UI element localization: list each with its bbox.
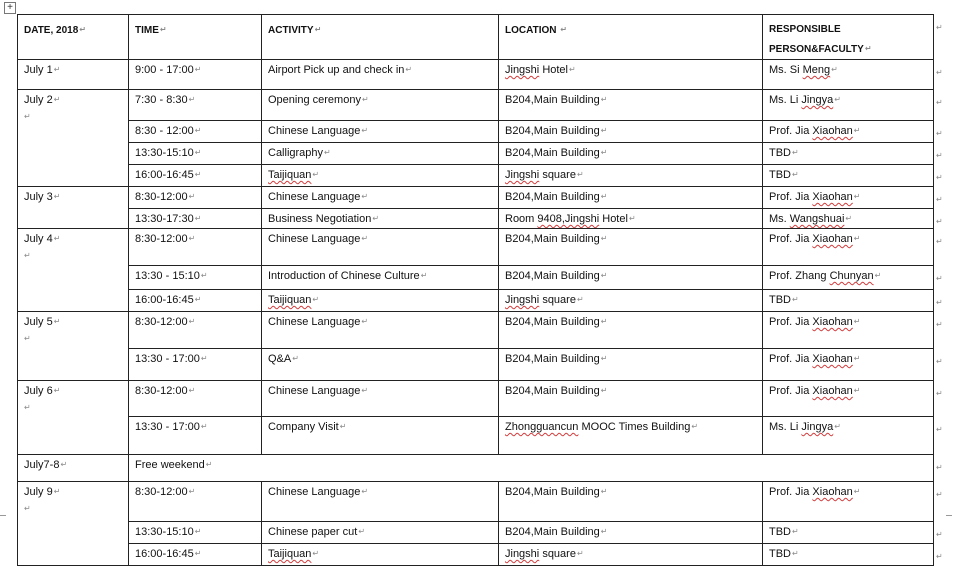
location-cell-text: Jingshi square (505, 548, 576, 560)
table-row (18, 209, 934, 229)
row-end-mark: ↵ (936, 128, 943, 138)
row-end-mark: ↵ (936, 462, 943, 472)
person-cell: Prof. Jia Xiaohan↵ (763, 229, 934, 266)
location-cell: B204,Main Building↵ (499, 381, 763, 417)
activity-cell-text: Chinese paper cut (268, 526, 358, 538)
table-row (18, 482, 934, 522)
time-cell: 8:30-12:00↵ (129, 381, 262, 417)
activity-cell-text: Airport Pick up and check in (268, 64, 405, 76)
time-cell: 16:00-16:45↵ (129, 290, 262, 312)
date-cell: July 1↵ (18, 60, 129, 90)
location-cell-text: Zhongguancun MOOC Times Building (505, 421, 691, 433)
person-cell-text: Ms. Li Jingya (769, 94, 834, 106)
date-cell-text: July 6 (24, 385, 53, 397)
activity-cell: Company Visit↵ (262, 417, 499, 455)
activity-cell-text: Taijiquan (268, 169, 312, 181)
time-cell-text: 8:30-12:00 (135, 385, 188, 397)
location-cell-text: B204,Main Building (505, 125, 600, 137)
person-cell-text: Prof. Zhang Chunyan (769, 270, 874, 282)
person-cell: Ms. Si Meng↵ (763, 60, 934, 90)
time-cell-text: 8:30-12:00 (135, 191, 188, 203)
date-cell-text: July7-8 (24, 459, 60, 471)
person-cell-text: TBD (769, 169, 791, 181)
table-row (18, 90, 934, 121)
location-cell: B204,Main Building↵ (499, 482, 763, 522)
table-row (18, 455, 934, 482)
activity-cell: Airport Pick up and check in↵ (262, 60, 499, 90)
activity-cell-text: Introduction of Chinese Culture (268, 270, 420, 282)
person-cell: TBD↵ (763, 165, 934, 187)
person-cell: Ms. Wangshuai↵ (763, 209, 934, 229)
table-row (18, 121, 934, 143)
activity-cell-text: Taijiquan (268, 548, 312, 560)
date-cell: July 3↵ (18, 187, 129, 229)
activity-cell: Taijiquan↵ (262, 290, 499, 312)
date-cell: July 5↵ ↵ (18, 312, 129, 381)
location-cell-text: Jingshi Hotel (505, 64, 568, 76)
date-cell-text: July 5 (24, 316, 53, 328)
table-row (18, 165, 934, 187)
activity-cell: Chinese Language↵ (262, 187, 499, 209)
header-responsible: RESPONSIBLE PERSON&FACULTY↵ (763, 15, 934, 60)
person-cell-text: Prof. Jia Xiaohan (769, 191, 853, 203)
row-end-mark: ↵ (936, 297, 943, 307)
person-cell: Prof. Jia Xiaohan↵ (763, 482, 934, 522)
location-cell: B204,Main Building↵ (499, 266, 763, 290)
time-cell-text: 13:30 - 17:00 (135, 421, 200, 433)
row-end-mark: ↵ (936, 216, 943, 226)
activity-cell-text: Company Visit (268, 421, 339, 433)
row-end-mark: ↵ (936, 236, 943, 246)
activity-cell: Q&A↵ (262, 349, 499, 381)
location-cell-text: B204,Main Building (505, 147, 600, 159)
activity-cell-text: Business Negotiation (268, 213, 372, 225)
time-cell-text: 9:00 - 17:00 (135, 64, 194, 76)
location-cell-text: Room 9408,Jingshi Hotel (505, 213, 628, 225)
activity-cell: Taijiquan↵ (262, 544, 499, 566)
date-cell: July 2↵ ↵ (18, 90, 129, 187)
row-end-mark: ↵ (936, 489, 943, 499)
time-cell-text: 16:00-16:45 (135, 294, 194, 306)
time-cell-text: 16:00-16:45 (135, 548, 194, 560)
location-cell: Jingshi square↵ (499, 544, 763, 566)
time-cell: 9:00 - 17:00↵ (129, 60, 262, 90)
activity-cell: Opening ceremony↵ (262, 90, 499, 121)
activity-cell: Chinese Language↵ (262, 482, 499, 522)
time-cell: 8:30 - 12:00↵ (129, 121, 262, 143)
table-row (18, 60, 934, 90)
time-cell-text: 8:30-12:00 (135, 486, 188, 498)
date-cell: July 9↵ ↵ (18, 482, 129, 566)
time-cell-text: 8:30 - 12:00 (135, 125, 194, 137)
person-cell: Prof. Jia Xiaohan↵ (763, 187, 934, 209)
person-cell-text: Prof. Jia Xiaohan (769, 486, 853, 498)
schedule-table (17, 14, 934, 566)
person-cell-text: TBD (769, 548, 791, 560)
table-row (18, 290, 934, 312)
activity-cell-text: Chinese Language (268, 385, 361, 397)
activity-cell: Chinese Language↵ (262, 229, 499, 266)
person-cell-text: Prof. Jia Xiaohan (769, 125, 853, 137)
table-move-handle-icon[interactable]: + (4, 2, 16, 14)
location-cell: B204,Main Building↵ (499, 349, 763, 381)
date-cell-text: July 3 (24, 191, 53, 203)
time-cell: 16:00-16:45↵ (129, 165, 262, 187)
person-cell: Ms. Li Jingya↵ (763, 90, 934, 121)
location-cell-text: B204,Main Building (505, 233, 600, 245)
activity-cell-text: Chinese Language (268, 486, 361, 498)
time-cell-text: 13:30 - 15:10 (135, 270, 200, 282)
row-end-mark: ↵ (936, 529, 943, 539)
margin-tick-right (946, 515, 952, 516)
location-cell-text: B204,Main Building (505, 191, 600, 203)
activity-cell: Chinese Language↵ (262, 381, 499, 417)
location-cell: Jingshi square↵ (499, 290, 763, 312)
activity-cell: Calligraphy↵ (262, 143, 499, 165)
row-end-mark: ↵ (936, 424, 943, 434)
activity-cell: Introduction of Chinese Culture↵ (262, 266, 499, 290)
location-cell: Room 9408,Jingshi Hotel↵ (499, 209, 763, 229)
date-cell-text: July 9 (24, 486, 53, 498)
location-cell-text: B204,Main Building (505, 94, 600, 106)
person-cell: Prof. Jia Xiaohan↵ (763, 349, 934, 381)
person-cell: Prof. Zhang Chunyan↵ (763, 266, 934, 290)
header-time: TIME↵ (129, 15, 262, 60)
location-cell: Jingshi Hotel↵ (499, 60, 763, 90)
activity-cell: Business Negotiation↵ (262, 209, 499, 229)
time-cell: 8:30-12:00↵ (129, 312, 262, 349)
person-cell-text: Ms. Wangshuai (769, 213, 845, 225)
activity-cell: Chinese Language↵ (262, 121, 499, 143)
table-row (18, 229, 934, 266)
table-row (18, 381, 934, 417)
date-cell-text: July 1 (24, 64, 53, 76)
person-cell-text: Ms. Li Jingya (769, 421, 834, 433)
activity-cell-text: Chinese Language (268, 233, 361, 245)
row-end-mark: ↵ (936, 319, 943, 329)
time-cell: 8:30-12:00↵ (129, 482, 262, 522)
row-end-mark: ↵ (936, 97, 943, 107)
time-cell: 8:30-12:00↵ (129, 187, 262, 209)
table-row (18, 349, 934, 381)
location-cell: B204,Main Building↵ (499, 121, 763, 143)
person-cell: TBD↵ (763, 290, 934, 312)
person-cell: Prof. Jia Xiaohan↵ (763, 121, 934, 143)
row-end-mark: ↵ (936, 194, 943, 204)
time-cell: 8:30-12:00↵ (129, 229, 262, 266)
table-row (18, 417, 934, 455)
time-cell-text: 16:00-16:45 (135, 169, 194, 181)
person-cell: Prof. Jia Xiaohan↵ (763, 381, 934, 417)
location-cell-text: B204,Main Building (505, 270, 600, 282)
row-end-mark: ↵ (936, 551, 943, 561)
person-cell: TBD↵ (763, 544, 934, 566)
table-row (18, 187, 934, 209)
activity-cell: Chinese Language↵ (262, 312, 499, 349)
location-cell: B204,Main Building↵ (499, 229, 763, 266)
time-cell-text: 13:30-17:30 (135, 213, 194, 225)
free-day-cell: Free weekend↵ (129, 455, 934, 482)
location-cell: Jingshi square↵ (499, 165, 763, 187)
time-cell: 13:30 - 15:10↵ (129, 266, 262, 290)
activity-cell-text: Q&A (268, 353, 292, 365)
location-cell-text: Jingshi square (505, 169, 576, 181)
location-cell-text: Jingshi square (505, 294, 576, 306)
activity-cell-text: Chinese Language (268, 316, 361, 328)
location-cell: B204,Main Building↵ (499, 312, 763, 349)
time-cell-text: 7:30 - 8:30 (135, 94, 188, 106)
table-row (18, 544, 934, 566)
header-location: LOCATION ↵ (499, 15, 763, 60)
table-row (18, 143, 934, 165)
person-cell-text: TBD (769, 147, 791, 159)
activity-cell: Taijiquan↵ (262, 165, 499, 187)
time-cell-text: 8:30-12:00 (135, 316, 188, 328)
time-cell-text: 13:30 - 17:00 (135, 353, 200, 365)
date-cell: July 6↵ ↵ (18, 381, 129, 455)
person-cell-text: TBD (769, 526, 791, 538)
person-cell-text: Prof. Jia Xiaohan (769, 353, 853, 365)
person-cell-text: Ms. Si Meng (769, 64, 831, 76)
time-cell: 13:30-15:10↵ (129, 522, 262, 544)
location-cell-text: B204,Main Building (505, 526, 600, 538)
row-end-mark: ↵ (936, 172, 943, 182)
date-cell-text: July 4 (24, 233, 53, 245)
time-cell: 7:30 - 8:30↵ (129, 90, 262, 121)
date-cell-text: July 2 (24, 94, 53, 106)
header-date: DATE, 2018↵ (18, 15, 129, 60)
person-cell: TBD↵ (763, 522, 934, 544)
time-cell: 13:30-17:30↵ (129, 209, 262, 229)
person-cell-text: Prof. Jia Xiaohan (769, 316, 853, 328)
time-cell-text: 8:30-12:00 (135, 233, 188, 245)
location-cell: B204,Main Building↵ (499, 90, 763, 121)
date-cell: July7-8↵ (18, 455, 129, 482)
location-cell-text: B204,Main Building (505, 385, 600, 397)
table-row (18, 312, 934, 349)
time-cell-text: 13:30-15:10 (135, 147, 194, 159)
location-cell-text: B204,Main Building (505, 316, 600, 328)
person-cell-text: Prof. Jia Xiaohan (769, 233, 853, 245)
activity-cell-text: Calligraphy (268, 147, 324, 159)
free-day-cell-text: Free weekend (135, 459, 205, 471)
activity-cell-text: Chinese Language (268, 125, 361, 137)
table-row (18, 266, 934, 290)
row-end-mark: ↵ (936, 22, 943, 32)
time-cell: 13:30 - 17:00↵ (129, 349, 262, 381)
activity-cell-text: Opening ceremony (268, 94, 361, 106)
time-cell: 13:30 - 17:00↵ (129, 417, 262, 455)
location-cell: B204,Main Building↵ (499, 143, 763, 165)
location-cell-text: B204,Main Building (505, 353, 600, 365)
person-cell: Prof. Jia Xiaohan↵ (763, 312, 934, 349)
activity-cell-text: Chinese Language (268, 191, 361, 203)
date-cell: July 4↵ ↵ (18, 229, 129, 312)
person-cell: Ms. Li Jingya↵ (763, 417, 934, 455)
person-cell-text: Prof. Jia Xiaohan (769, 385, 853, 397)
location-cell: B204,Main Building↵ (499, 187, 763, 209)
header-row (18, 15, 934, 60)
margin-tick-left (0, 515, 6, 516)
row-end-mark: ↵ (936, 273, 943, 283)
row-end-mark: ↵ (936, 150, 943, 160)
row-end-mark: ↵ (936, 67, 943, 77)
activity-cell-text: Taijiquan (268, 294, 312, 306)
location-cell: Zhongguancun MOOC Times Building↵ (499, 417, 763, 455)
time-cell: 16:00-16:45↵ (129, 544, 262, 566)
activity-cell: Chinese paper cut↵ (262, 522, 499, 544)
row-end-mark: ↵ (936, 388, 943, 398)
person-cell: TBD↵ (763, 143, 934, 165)
time-cell-text: 13:30-15:10 (135, 526, 194, 538)
header-activity: ACTIVITY↵ (262, 15, 499, 60)
time-cell: 13:30-15:10↵ (129, 143, 262, 165)
row-end-mark: ↵ (936, 356, 943, 366)
person-cell-text: TBD (769, 294, 791, 306)
location-cell: B204,Main Building↵ (499, 522, 763, 544)
location-cell-text: B204,Main Building (505, 486, 600, 498)
table-row (18, 522, 934, 544)
